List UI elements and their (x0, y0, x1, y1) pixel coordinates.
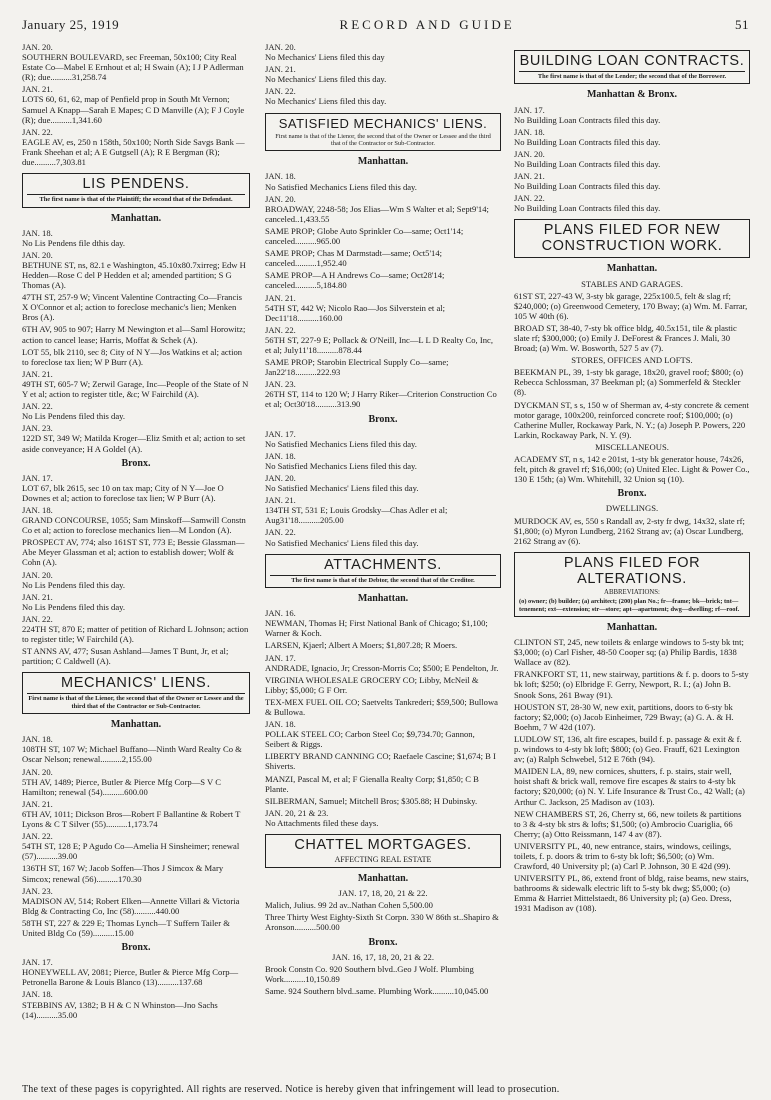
entry: JAN. 16. NEWMAN, Thomas H; First National Bank of Chicago; $1,100; Warner & Koch. (265, 608, 488, 639)
lis-bronx-heading: Bronx. (121, 457, 151, 469)
satisfied-liens-title: SATISFIED MECHANICS' LIENS. (278, 115, 488, 131)
chattel-manhattan-entries (265, 900, 501, 932)
entry: VIRGINIA WHOLESALE GROCERY CO; Libby, McNeil & Libby; $5,000; G F Orr. (265, 674, 481, 695)
entry: JAN. 21. No Building Loan Contracts filed this day. (514, 171, 661, 192)
header-date: January 25, 1919 (22, 17, 120, 32)
entry: JAN. 18. STEBBINS AV, 1382; B H & C N Whinston—Jno Sachs (14)..........35.00 (22, 989, 218, 1020)
column-3 (514, 42, 750, 1080)
entry: JAN. 18. No Satisfied Mechanics Liens filed this day. (265, 450, 417, 471)
plans-stables-heading: STABLES AND GARAGES. (581, 278, 683, 289)
mech-manhattan-entries (22, 734, 250, 938)
plans-misc-heading: MISCELLANEOUS. (595, 441, 669, 452)
entry: 6TH AV, 905 to 907; Harry M Newington et al—Saml Horowitz; action to cancel lease; Harris, Moffat & Schek (A). (22, 324, 248, 345)
entry: MURDOCK AV, es, 550 s Randall av, 2-sty fr dwg, 14x32, slate rf; $1,800; (o) Myron Lundberg, 2162 Strang av; (a) Oscar Lundberg, 2162 Strang av (6). (514, 515, 748, 546)
plans-stables-entries (514, 291, 750, 354)
lis-pendens-subtitle: The first name is that of the Plaintiff; the second that of the Defendant. (27, 194, 245, 203)
attachments-subtitle: The first name is that of the Debtor, the second that of the Creditor. (270, 575, 496, 584)
building-loan-title: BUILDING LOAN CONTRACTS. (519, 53, 745, 69)
entry: LOT 55, blk 2110, sec 8; City of N Y—Jos Watkins et al; action to foreclose tax lien; W P Burr (A). (22, 346, 245, 367)
entry: JAN. 20. No Mechanics' Liens filed this day (265, 42, 385, 63)
entry: JAN. 22. No Lis Pendens filed this day. (22, 401, 126, 422)
mech-bronx-entries (22, 957, 250, 1020)
entry: JAN. 21. 6TH AV, 1011; Dickson Bros—Robert F Ballantine & Robert T Lyons & C T Silver (55)..........1,173.74 (22, 798, 241, 830)
entry: SAME PROP; Chas M Darmstadt—same; Oct5'14; canceled..........1,952.40 (265, 248, 445, 269)
chattel-bronx-entries (265, 964, 501, 996)
entry: 47TH ST, 257-9 W; Vincent Valentine Contracting Co—Francis X O'Connor et al; action to foreclose mechanic's lien; Menken Bros (A). (22, 292, 245, 323)
entry: JAN. 21. 134TH ST, 531 E; Louis Grodsky—Chas Adler et al; Aug31'18..........205.00 (265, 495, 448, 526)
mechanics-liens-title: MECHANICS' LIENS. (61, 675, 211, 692)
entry: JAN. 21. No Lis Pendens filed this day. (22, 591, 126, 612)
lis-pendens-box (22, 173, 250, 207)
entry: JAN. 20. No Satisfied Mechanics' Liens filed this day. (265, 473, 419, 494)
new-construction-box (514, 219, 750, 258)
alterations-box (514, 552, 750, 617)
entry: JAN. 22. 54TH ST, 128 E; P Agudo Co—Amelia H Sinsheimer; renewal (57)..........39.00 (22, 831, 240, 862)
chattel-subtitle: AFFECTING REAL ESTATE (334, 855, 432, 865)
entry: JAN. 18. No Lis Pendens file dthis day. (22, 227, 126, 248)
entry: JAN. 18. 108TH ST, 107 W; Michael Buffano—Ninth Ward Realty Co & Oscar Nelson; renewal..........2,155.00 (22, 734, 242, 765)
entry: CLINTON ST, 245, new toilets & enlarge windows to 5-sty bk tnt; $3,000; (o) Carl Fisher, 48-50 Cooper sq; (a) Philip Bardis, 1838 Wallace av (82). (514, 637, 747, 668)
plans-dwellings-entries (514, 516, 750, 546)
chattel-bronx-heading: Bronx. (368, 936, 398, 948)
entry: BEEKMAN PL, 39, 1-sty bk garage, 18x20, gravel roof; $800; (o) Rebecca Schlossman, 37 Beekman pl; (a) Sommerfeld & Steckler (8). (514, 367, 746, 398)
building-loan-entries (514, 105, 750, 214)
column-1 (22, 42, 250, 1080)
entry: JAN. 20. 5TH AV, 1489; Pierce, Butler & Pierce Mfg Corp—S V C Hamilton; renewal (54)..........600.00 (22, 766, 221, 797)
entry: SAME PROP; Starobin Electrical Supply Co—same; Jan22'18..........222.93 (265, 357, 451, 378)
entry: 61ST ST, 227-43 W, 3-sty bk garage, 225x100.5, felt & slag rf; $240,000; (o) Greenwood Cemetery, 170 Bway; (a) Wm. M. Farrar, 105 W 40th (6). (514, 290, 750, 321)
entry: JAN. 20. No Lis Pendens filed this day. (22, 569, 126, 590)
plans-dwellings-heading: DWELLINGS. (605, 503, 659, 514)
plans-bronx-heading: Bronx. (617, 488, 647, 500)
entry: ACADEMY ST, n s, 142 e 201st, 1-sty bk generator house, 74x26, felt, pitch & gravel rf; $16,000; (o) United Elec. Light & Power Co., 130 E 15th; (a) Wm. Whitehill, 32 Union sq (10). (514, 454, 752, 485)
entry: Brook Constn Co. 920 Southern blvd..Geo J Wolf. Plumbing Work..........10,150.89 (265, 963, 476, 984)
entry: JAN. 17. HONEYWELL AV, 2081; Pierce, Butler & Pierce Mfg Corp—Petronella Barone & Louis Blanco (13)..........137.68 (22, 957, 239, 988)
mechanics-liens-box (22, 672, 250, 714)
chattel-manhattan-dates: JAN. 17, 18, 20, 21 & 22. (338, 888, 428, 899)
entry: JAN. 18. No Satisfied Mechanics Liens filed this day. (265, 171, 417, 192)
entry: JAN. 23. MADISON AV, 514; Robert Elken—Annette Villari & Victoria Bldg & Contracting Co, Inc (58)..........440.00 (22, 885, 240, 916)
entry: MAIDEN LA, 89, new cornices, shutters, f. p. stairs, stair well, hoist shaft & brick wall, remove fire escapes & stairs to 4-sty bk factory; $20,000; (o) N. Y. Life Insurance & Trust Co., 42 Wall; (a) Arthur C. Jackson, 25 Madison av (103). (514, 766, 747, 807)
attachments-entries (265, 608, 501, 828)
chattel-manhattan-heading: Manhattan. (357, 873, 409, 885)
entry: JAN. 23. 26TH ST, 114 to 120 W; J Harry Riker—Criterion Construction Co et al; Oct30'18..........313.90 (265, 379, 497, 410)
sat-bronx-entries (265, 429, 501, 548)
building-loan-subtitle: The first name is that of the Lender; the second that of the Borrower. (519, 71, 745, 80)
entry: JAN. 20. SOUTHERN BOULEVARD, sec Freeman, 50x100; City Real Estate Co—Mabel E Ernhout et al; H Swain (A); I J P Adlerman (R); due..........31,258.74 (22, 42, 244, 83)
alterations-abbrev-text: (o) owner; (b) builder; (a) architect; (200) plan No.; fr—frame; bk—brick; tnt—tenement; ext—extension; str—store; apt—apartment; dwg—dwelling; rf—roof. (519, 598, 740, 613)
alterations-entries (514, 637, 750, 913)
sat-manhattan-entries (265, 171, 501, 409)
entry: BROAD ST, 38-40, 7-sty bk office bldg, 40.5x151, tile & plastic slate rf; $300,000; (o) Emily J. DeForest & Frances J. Mali, 30 Broad; (a) Wm. W. Bosworth, 527 5 av (7). (514, 322, 740, 354)
entry: UNIVERSITY PL, 40, new entrance, stairs, windows, ceilings, toilets, f. p. doors & trim to 6-sty bk loft; $6,500; (o) Wm. Crawford, 40 University pl; (a) Carl P. Johnson, 30 E 42d (99). (514, 840, 734, 872)
entry: TEX-MEX FUEL OIL CO; Saetvelts Tankrederi; $59,500; Bullowa & Bullowa. (265, 696, 501, 717)
entry: ST ANNS AV, 477; Susan Ashland—James T Bunt, Jr, et al; partition; C Caldwell (A). (22, 646, 231, 667)
entry: JAN. 20, 21 & 23. No Attachments filed these days. (265, 807, 379, 828)
chattel-title: CHATTEL MORTGAGES. (294, 837, 472, 854)
attachments-box (265, 554, 501, 588)
mech-bronx-heading: Bronx. (121, 942, 151, 954)
entry: SAME PROP—A H Andrews Co—same; Oct28'14; canceled..........5,184.80 (265, 270, 447, 291)
entry: JAN. 21. No Mechanics' Liens filed this day. (265, 64, 387, 85)
header-title: RECORD AND GUIDE (339, 17, 515, 32)
entry: JAN. 17. ANDRADE, Ignacio, Jr; Cresson-Morris Co; $500; E Pendelton, Jr. (265, 652, 499, 673)
column-2 (265, 42, 501, 1080)
entry: DYCKMAN ST, s s, 150 w of Sherman av, 4-sty concrete & cement motor garage, 100x200, reinforced concrete roof; $100,000; (o) Catherine Muller, Rockaway Park, N. Y.; (a) Joseph P. Powers, 220 Larkin, Rockaway Park, N. Y. (9). (514, 399, 752, 440)
satisfied-liens-subtitle: First name is that of the Lienor, the second that of the Owner or Lessee and the third that of the Contractor or Sub-Contractor. (275, 132, 491, 147)
attach-manhattan-heading: Manhattan. (357, 593, 409, 605)
entry: JAN. 20. BROADWAY, 2248-58; Jos Elias—Wm S Walter et al; Sept9'14; canceled..1,433.55 (265, 193, 489, 224)
entry: JAN. 22. 56TH ST, 227-9 E; Pollack & O'Neill, Inc—L L D Realty Co, Inc, et al; July11'18..........878.44 (265, 324, 493, 355)
lis-bronx-entries (22, 473, 250, 667)
sat-manhattan-heading: Manhattan. (357, 156, 409, 168)
building-loan-box (514, 50, 750, 84)
page-header (22, 14, 749, 36)
entry: JAN. 22. 224TH ST, 870 E; matter of petition of Richard L Johnson; action to register title; W Fairchild (A). (22, 613, 249, 645)
entry: NEW CHAMBERS ST, 26, Cherry st, 66, new toilets & partitions to 3 & 4-sty bk strs & lofts; $1,500; (o) Ambrocio Cuariglia, 66 Cherry; (a) Otto Reissmann, 147 4 av (87). (514, 808, 744, 839)
entry: JAN. 17. No Satisfied Mechanics Liens filed this day. (265, 428, 417, 449)
chattel-bronx-dates: JAN. 16, 17, 18, 20, 21 & 22. (332, 951, 434, 962)
entry: SAME PROP; Globe Auto Sprinkler Co—same; Oct1'14; canceled..........965.00 (265, 225, 466, 247)
building-section-heading: Manhattan & Bronx. (586, 89, 678, 101)
entry: JAN. 21. LOTS 60, 61, 62, map of Penfield prop in South Mt Vernon; Samuel A Knapp—Sarah E Mapes; C D Manville (A); F J Coyle (R); due..........1,341.60 (22, 84, 245, 125)
alterations-title: PLANS FILED FOR ALTERATIONS. (563, 554, 701, 587)
alter-manhattan-heading: Manhattan. (606, 622, 658, 633)
attachments-title: ATTACHMENTS. (324, 556, 442, 573)
entry: JAN. 22. EAGLE AV, es, 250 n 158th, 50x100; North Side Savgs Bank — Frank Sheehan et al; A E Gutgsell (A); R E Bergman (R); due..........7,303.81 (22, 126, 245, 168)
entry: JAN. 20. BETHUNE ST, ns, 82.1 e Washington, 45.10x80.7xirreg; Edw H Hedden—Rose C del P Hedden et al; amended partition; S G Thomas (A). (22, 249, 246, 291)
entry: FRANKFORT ST, 11, new stairway, partitions & f. p. doors to 5-sty bk loft; $250; (o) Elbridge F. Gerry, Newport, R. I.; (a) John B. Snook Sons, 261 Bway (91). (514, 669, 751, 700)
plans-stores-heading: STORES, OFFICES AND LOFTS. (571, 355, 693, 366)
mech-manhattan-heading: Manhattan. (110, 719, 162, 731)
entry: JAN. 17. No Building Loan Contracts filed this day. (514, 104, 661, 125)
entry: JAN. 21. 54TH ST, 442 W; Nicolo Rao—Jos Silverstein et al; Dec11'18..........160.00 (265, 292, 446, 323)
entry: Three Thirty West Eighty-Sixth St Corpn. 330 W 86th st..Shapiro & Aronson..........500.00 (265, 912, 501, 933)
alterations-abbrev-label: ABBREVIATIONS: (604, 588, 660, 596)
entry: JAN. 21. 49TH ST, 605-7 W; Zerwil Garage, Inc—People of the State of N Y et al; action to register title, &c; W Fairchild (A). (22, 368, 249, 400)
entry: PROSPECT AV, 774; also 161ST ST, 773 E; Bessie Glassman—Abe Meyer Glassman et al; action to establish dower; Wolf & Cohn (A). (22, 537, 245, 568)
entry: JAN. 20. No Building Loan Contracts filed this day. (514, 148, 661, 169)
col2-top-entries (265, 42, 501, 107)
satisfied-liens-box (265, 113, 501, 152)
entry: JAN. 18. No Building Loan Contracts filed this day. (514, 126, 661, 147)
entry: JAN. 18. POLLAK STEEL CO; Carbon Steel Co; $9,734.70; Gannon, Seibert & Riggs. (265, 719, 475, 750)
entry: Malich, Julius. 99 2d av..Nathan Cohen 5,500.00 (265, 900, 433, 911)
header-page-number: 51 (735, 17, 749, 32)
copyright-footer: The text of these pages is copyrighted. All rights are reserved. Notice is hereby given that infringement will lead to prosecution. (22, 1084, 560, 1095)
entry: JAN. 22. No Satisfied Mechanics' Liens filed this day. (265, 527, 419, 548)
entry: JAN. 23. 122D ST, 349 W; Matilda Kroger—Eliz Smith et al; action to set aside conveyance; H A Goldel (A). (22, 423, 246, 454)
entry: HOUSTON ST, 28-30 W, new exit, partitions, doors to 6-sty bk factory; $2,000; (o) Jacob Einheimer, 729 Bway; (a) G. A. & H. Boehm, 7 W 42d (107). (514, 701, 736, 732)
entry: 58TH ST, 227 & 229 E; Thomas Lynch—T Suffern Tailer & United Bldg Co (59)..........15.00 (22, 917, 233, 938)
entry: 136TH ST, 167 W; Jacob Soffen—Thos J Simcox & Mary Simcox; renewal (56)..........170.30 (22, 863, 226, 884)
plans-misc-entries (514, 454, 750, 484)
lis-manhattan-heading: Manhattan. (110, 212, 162, 224)
lis-pendens-title: LIS PENDENS. (82, 176, 190, 193)
plans-manhattan-heading: Manhattan. (606, 263, 658, 275)
entry: JAN. 18. GRAND CONCOURSE, 1055; Sam Minskoff—Samwill Constn Co et al; action to foreclose mechanics lien—M London (A). (22, 504, 246, 536)
entry: JAN. 22. No Mechanics' Liens filed this day. (265, 86, 387, 107)
entry: LARSEN, Kjaerl; Albert A Moers; $1,807.28; R Moers. (265, 640, 458, 651)
sat-bronx-heading: Bronx. (368, 413, 398, 425)
entry: SILBERMAN, Samuel; Mitchell Bros; $305.88; H Dubinsky. (265, 795, 478, 806)
plans-stores-entries (514, 367, 750, 440)
entry: Same. 924 Southern blvd..same. Plumbing Work..........10,045.00 (265, 985, 489, 996)
mechanics-liens-subtitle: First name is that of the Lienor, the second that of the Owner or Lessee and the third that of the Contractor or Sub-Contractor. (28, 695, 244, 710)
entry: LUDLOW ST, 136, alt fire escapes, build f. p. passage & exit & f. p. windows to 4-sty bk loft; $800; (o) Geo. Frauff, 621 Lexington av; (a) Ralph Schwebel, 512 E 76th (94). (514, 733, 744, 765)
col1-top-entries (22, 42, 250, 167)
entry: MANZI, Pascal M, et al; F Gienalla Realty Corp; $1,850; C B Plante. (265, 773, 482, 794)
new-construction-title: PLANS FILED FOR NEW CONSTRUCTION WORK. (541, 222, 723, 255)
entry: LIBERTY BRAND CANNING CO; Raefaele Cascine; $1,674; B I Shiverts. (265, 751, 499, 772)
lis-manhattan-entries (22, 228, 250, 454)
chattel-box (265, 834, 501, 868)
entry: UNIVERSITY PL, 86, extend front of bldg, raise beams, new stairs, bathrooms & sidewalk electric lift to 5-sty bk dwg; $5,000; (o) Emma & Harriet Mittelstaedt, 86 University pl; (a) Geo. Dress, 1931 Madison av (108). (514, 873, 751, 914)
entry: JAN. 17. LOT 67, blk 2615, sec 10 on tax map; City of N Y—Joe O Downes et al; action to foreclose tax lien; W P Burr (A). (22, 472, 224, 503)
entry: JAN. 22. No Building Loan Contracts filed this day. (514, 193, 661, 214)
